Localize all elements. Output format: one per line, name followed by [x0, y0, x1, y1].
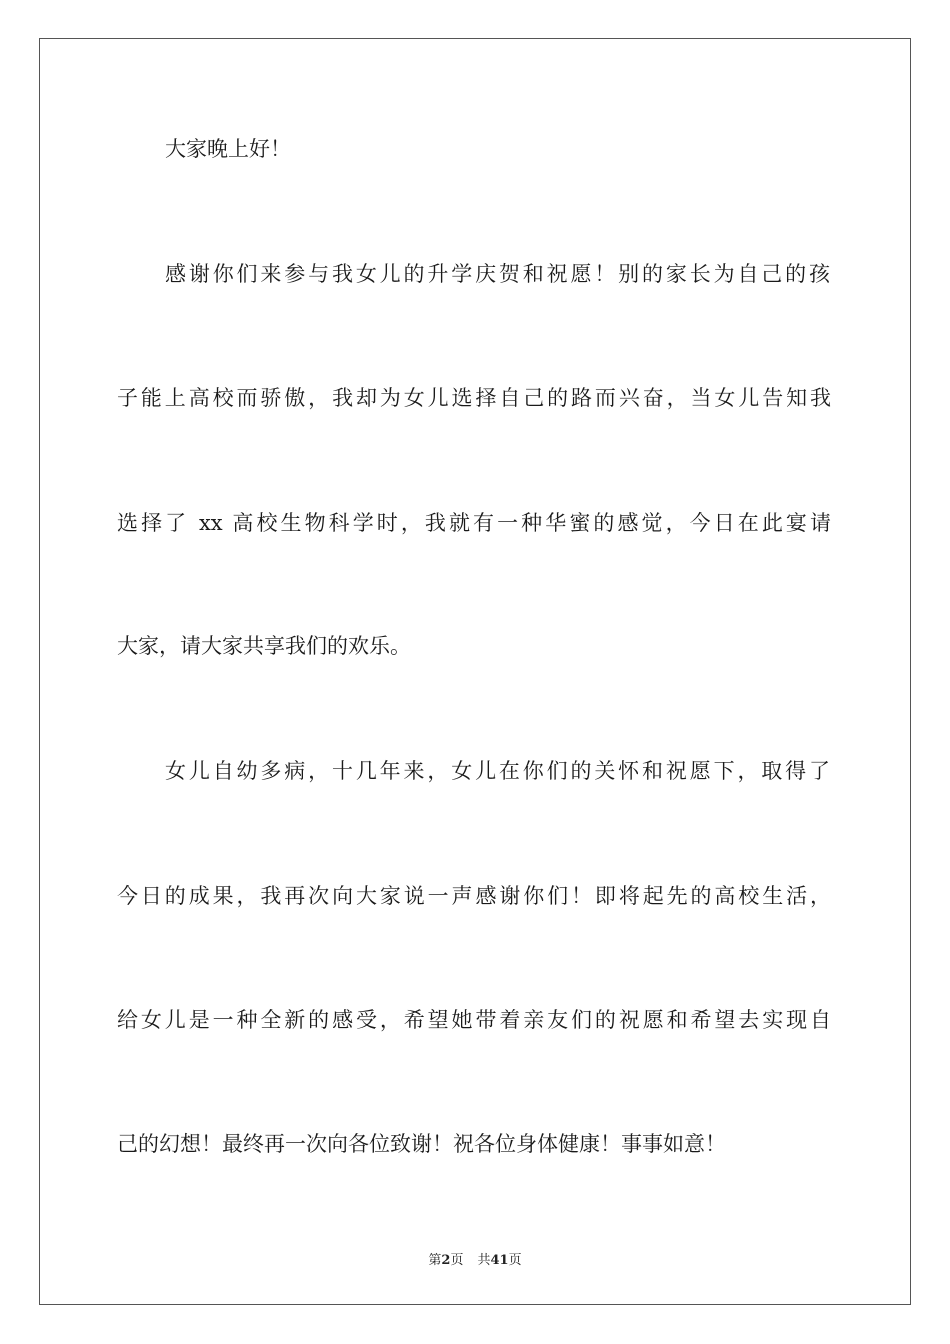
page-number: 2	[441, 1253, 451, 1268]
paragraph-2-line-3: 给女儿是一种全新的感受，希望她带着亲友们的祝愿和希望去实现自	[117, 1008, 831, 1032]
total-pages: 41	[490, 1253, 509, 1268]
paragraph-1-line-1: 感谢你们来参与我女儿的升学庆贺和祝愿！别的家长为自己的孩	[165, 262, 830, 286]
paragraph-1-line-2: 子能上高校而骄傲，我却为女儿选择自己的路而兴奋，当女儿告知我	[117, 386, 831, 410]
total-suffix: 页	[508, 1253, 522, 1268]
page-suffix: 页	[450, 1253, 464, 1268]
page-prefix: 第	[428, 1253, 442, 1268]
paragraph-1-line-4: 大家，请大家共享我们的欢乐。	[117, 634, 411, 658]
paragraph-1-line-3: 选择了 xx 高校生物科学时，我就有一种华蜜的感觉，今日在此宴请	[117, 511, 831, 535]
greeting-line: 大家晚上好！	[165, 137, 291, 161]
page-footer	[0, 1249, 950, 1268]
total-prefix: 共	[477, 1253, 491, 1268]
paragraph-2-line-4: 己的幻想！最终再一次向各位致谢！祝各位身体健康！事事如意！	[117, 1132, 726, 1156]
paragraph-2-line-2: 今日的成果，我再次向大家说一声感谢你们！即将起先的高校生活，	[117, 884, 831, 908]
paragraph-2-line-1: 女儿自幼多病，十几年来，女儿在你们的关怀和祝愿下，取得了	[165, 759, 830, 783]
page-frame	[39, 38, 911, 1305]
